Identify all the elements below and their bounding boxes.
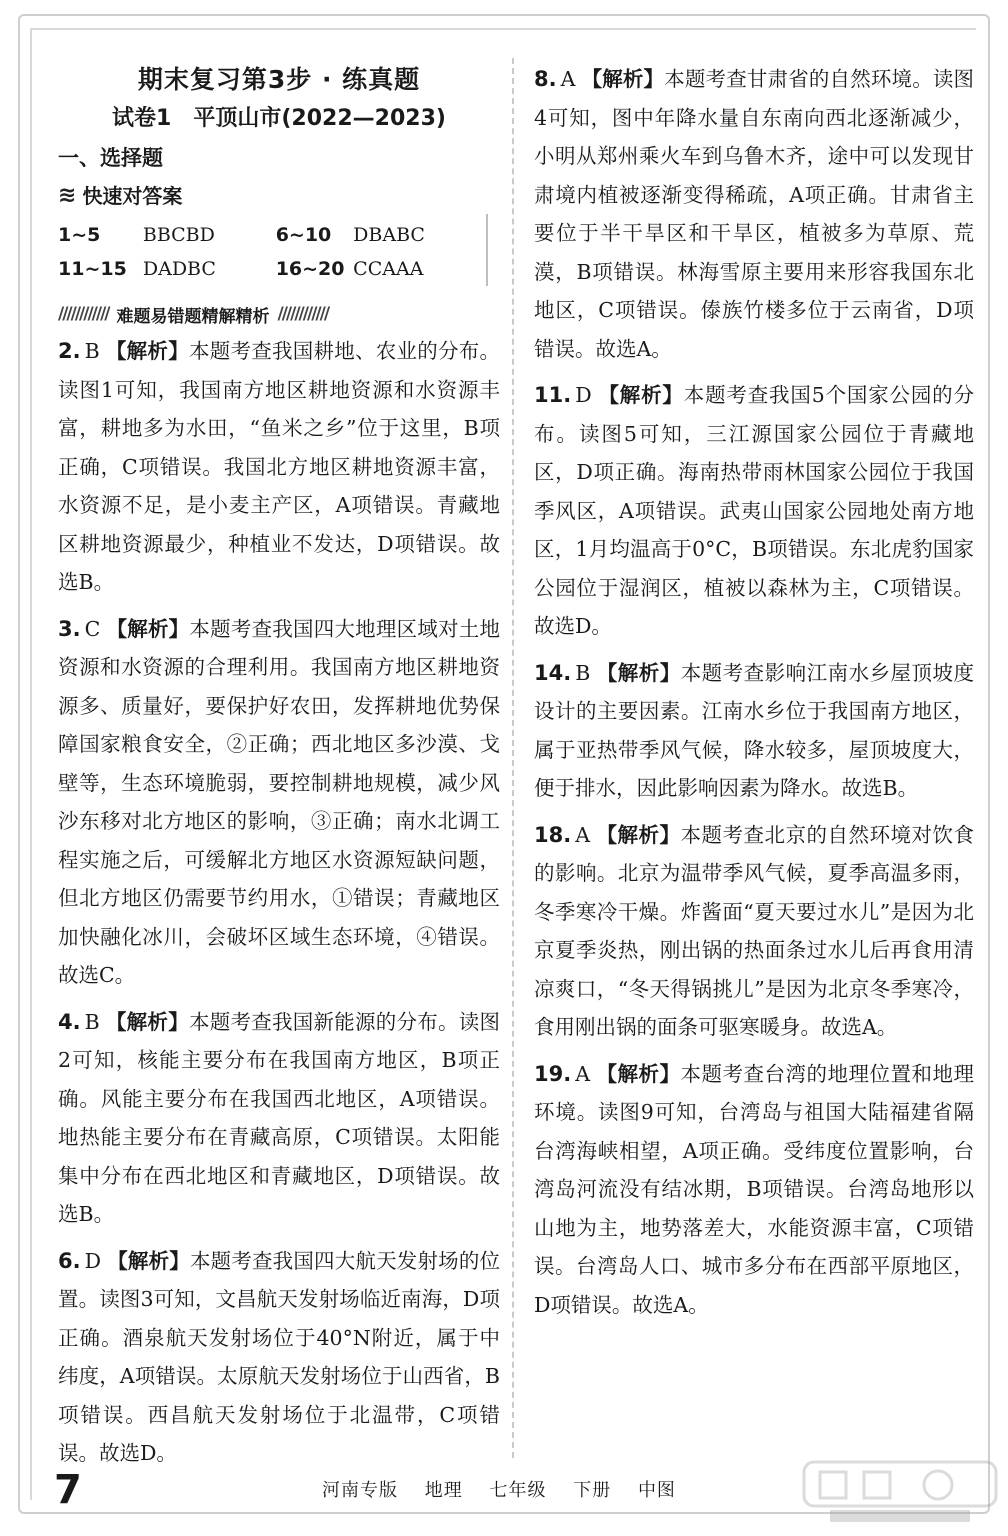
question-number: 14.: [534, 660, 572, 685]
question-number: 11.: [534, 383, 572, 407]
left-column: [58, 60, 500, 1481]
volume-label: 下册: [573, 1480, 612, 1501]
book-info: [322, 1476, 696, 1502]
publisher-label: 中图: [637, 1480, 676, 1501]
question-answer: A: [575, 822, 591, 847]
question-answer: A: [575, 1061, 591, 1086]
answer-range: 1~5: [58, 224, 101, 246]
answer-values: DADBC: [142, 258, 216, 280]
subject-label: 地理: [424, 1480, 463, 1501]
explanation-text: 本题考查我国四大地理区域对土地资源和水资源的合理利用。我国南方地区耕地资源多、质量好，要保护好农田，发挥耕地优势保障国家粮食安全，②正确；西北地区多沙漠、戈壁等，生态环境脆弱，要控制耕地规模，减少风沙东移对北方地区的影响，③正确；南水北调工程实施之后，可缓解北方地区水资源短缺问题，但北方地区仍需要节约用水，①错误；青藏地区加快融化冰川，会破坏区域生态环境，④错误。故选C。: [58, 616, 501, 987]
question-number: 3.: [58, 616, 81, 641]
question-explanation: [534, 60, 974, 368]
page-title: 期末复习第3步 · 练真题: [137, 65, 421, 94]
wave-icon: ≋: [58, 183, 77, 208]
answer-table: [58, 214, 488, 286]
analysis-tag: 【解析】: [107, 1248, 190, 1273]
question-explanation: [534, 1055, 974, 1325]
slash-decoration-icon: ////////////: [58, 304, 109, 324]
question-number: 2.: [58, 339, 81, 363]
divider-label: 难题易错题精解精析: [116, 306, 270, 327]
explanation-text: 本题考查我国耕地、农业的分布。读图1可知，我国南方地区耕地资源和水资源丰富，耕地多为水田，“鱼米之乡”位于这里，B项正确，C项错误。我国北方地区耕地资源丰富，水资源不足，是小麦主产区，A项错误。青藏地区耕地资源最少，种植业不发达，D项错误。故选B。: [58, 339, 501, 594]
question-number: 19.: [534, 1061, 572, 1086]
explanation-text: 本题考查我国四大航天发射场的位置。读图3可知，文昌航天发射场临近南海，D项正确。酒泉航天发射场位于40°N附近，属于中纬度，A项错误。太原航天发射场位于山西省，B项错误。西昌航天发射场位于北温带，C项错误。故选D。: [58, 1248, 501, 1465]
analysis-tag: 【解析】: [106, 616, 190, 641]
question-explanation: [534, 816, 974, 1047]
analysis-tag: 【解析】: [596, 660, 681, 685]
question-number: 6.: [58, 1248, 81, 1273]
question-answer: A: [560, 67, 576, 91]
answer-row: [58, 218, 486, 252]
edition-label: 河南专版: [322, 1480, 398, 1501]
answer-values: CCAAA: [353, 258, 424, 280]
answer-range: 11~15: [58, 258, 127, 280]
explanation-divider: [58, 296, 500, 332]
answer-range: 16~20: [275, 258, 345, 280]
explanation-text: 本题考查我国新能源的分布。读图2可知，核能主要分布在我国南方地区，B项正确。风能主要分布在我国西北地区，A项错误。地热能主要分布在青藏高原，C项错误。太阳能集中分布在西北地区和青藏地区，D项错误。故选B。: [58, 1009, 501, 1226]
analysis-tag: 【解析】: [581, 67, 665, 91]
answer-values: BBCBD: [142, 224, 215, 246]
answer-range: 6~10: [275, 224, 332, 246]
question-explanation: [58, 610, 500, 995]
quick-answers-label: 快速对答案: [82, 184, 183, 208]
grade-label: 七年级: [489, 1480, 547, 1501]
question-answer: D: [84, 1248, 102, 1273]
question-answer: B: [575, 660, 591, 685]
explanation-text: 本题考查北京的自然环境对饮食的影响。北京为温带季风气候，夏季高温多雨，冬季寒冷干燥。炸酱面“夏天要过水儿”是因为北京夏季炎热，刚出锅的热面条过水儿后再食用清凉爽口，“冬天得锅挑儿”是因为北京冬季寒冷，食用刚出锅的面条可驱寒暖身。故选A。: [534, 822, 975, 1039]
question-answer: C: [84, 616, 101, 641]
explanation-text: 本题考查台湾的地理位置和地理环境。读图9可知，台湾岛与祖国大陆福建省隔台湾海峡相望，A项正确。受纬度位置影响，台湾岛河流没有结冰期，B项错误。台湾岛地形以山地为主，地势落差大，水能资源丰富，C项错误。台湾岛人口、城市多分布在西部平原地区，D项错误。故选A。: [534, 1061, 975, 1317]
watermark-logo-icon: [800, 1458, 1000, 1528]
question-number: 18.: [534, 822, 572, 847]
paper-subtitle: 试卷1 平顶山市(2022—2023): [112, 106, 446, 131]
question-answer: B: [84, 1009, 100, 1034]
question-answer: B: [84, 339, 100, 363]
column-divider: [512, 58, 514, 1458]
analysis-tag: 【解析】: [105, 339, 189, 363]
explanation-text: 本题考查我国5个国家公园的分布。读图5可知，三江源国家公园位于青藏地区，D项正确。海南热带雨林国家公园位于我国季风区，A项错误。武夷山国家公园地处南方地区，1月均温高于0°C，B项错误。东北虎豹国家公园位于湿润区，植被以森林为主，C项错误。故选D。: [534, 383, 975, 638]
explanation-text: 本题考查影响江南水乡屋顶坡度设计的主要因素。江南水乡位于我国南方地区，属于亚热带季风气候，降水较多，屋顶坡度大，便于排水，因此影响因素为降水。故选B。: [534, 660, 974, 800]
question-explanation: [58, 1003, 500, 1234]
answer-row: [58, 252, 486, 286]
section-heading: 一、选择题: [58, 146, 163, 170]
question-explanation: [58, 1242, 500, 1473]
answer-values: DBABC: [353, 224, 425, 246]
question-number: 8.: [534, 67, 557, 91]
question-explanation: [58, 332, 500, 602]
quick-answers-heading: [58, 178, 500, 214]
analysis-tag: 【解析】: [597, 383, 684, 407]
analysis-tag: 【解析】: [596, 822, 681, 847]
question-number: 4.: [58, 1009, 81, 1034]
explanation-text: 本题考查甘肃省的自然环境。读图4可知，图中年降水量自东南向西北逐渐减少，小明从郑州乘火车到乌鲁木齐，途中可以发现甘肃境内植被逐渐变得稀疏，A项正确。甘肃省主要位于半干旱区和干旱区，植被多为草原、荒漠，B项错误。林海雪原主要用来形容我国东北地区，C项错误。傣族竹楼多位于云南省，D项错误。故选A。: [534, 67, 975, 361]
analysis-tag: 【解析】: [596, 1061, 681, 1086]
question-answer: D: [575, 383, 592, 407]
slash-decoration-icon: ////////////: [277, 304, 329, 324]
right-column: [534, 60, 974, 1332]
question-explanation: [534, 376, 974, 646]
page-number: 7: [54, 1467, 82, 1513]
question-explanation: [534, 654, 974, 808]
analysis-tag: 【解析】: [105, 1009, 189, 1034]
